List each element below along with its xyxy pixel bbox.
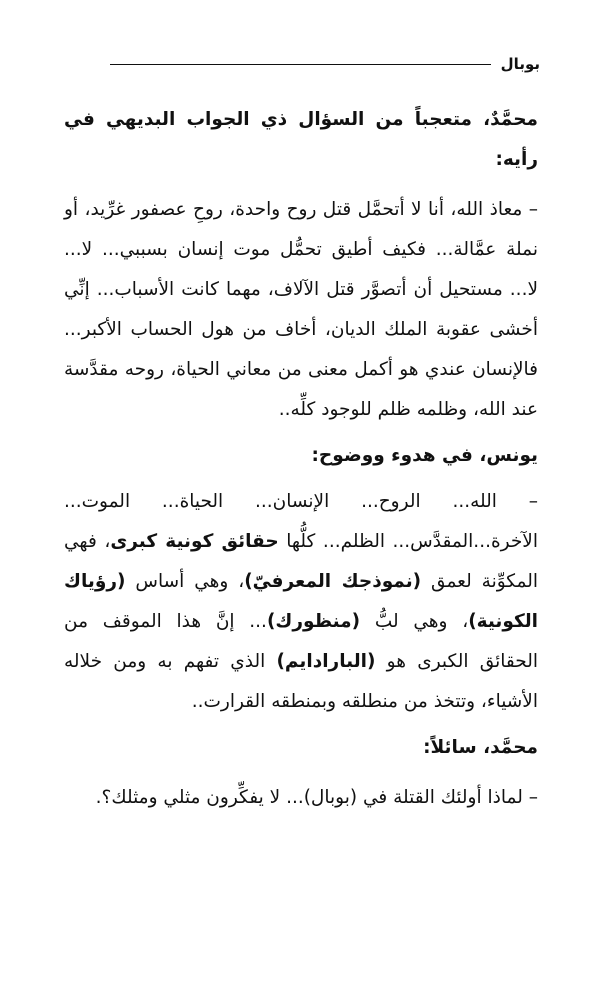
speaker-line-mohammed-asking: محمَّد، سائلاً:: [423, 737, 538, 758]
paragraph-younes-reply: – الله... الروح... الإنسان... الحياة... الموت... الآخرة...المقدَّس... الظلم... كلُّها حقائق كونية كبرى، فهي المكوِّنة لعمق (نموذجك المعرفيّ)، وهي أساس (رؤياك الكونية)، وهي لبُّ (منظورك)... إنَّ هذا الموقف من الحقائق الكبرى هو (البارادايم) الذي تفهم به ومن خلاله الأشياء، وتتخذ من منطلقه وبمنطقه القرارت..: [64, 491, 539, 712]
paragraph-mohammed-question: – لماذا أولئك القتلة في (بوبال)... لا يفكِّرون مثلي ومثلك؟.: [95, 787, 538, 808]
speaker-line-younes: يونس، في هدوء ووضوح:: [311, 445, 538, 466]
running-header: [110, 52, 540, 76]
speaker-line-mohammed: محمَّدٌ، متعجباً من السؤال ذي الجواب البديهي في رأيه:: [64, 109, 538, 170]
paragraph-mohammed-reply: – معاذ الله، أنا لا أتحمَّل قتل روح واحدة، روحِ عصفور غرِّيد، أو نملة عمَّالة... فكيف أطيق تحمُّل موت إنسان بسببي... لا... لا... مستحيل أن أتصوَّر قتل الآلاف، مهما كانت الأسباب... إنِّي أخشى عقوبة الملك الديان، أخاف من هول الحساب الأكبر... فالإنسان عندي هو أكمل معنى من معاني الحياة، روحه مقدَّسة عند الله، وظلمه ظلم للوجود كلِّه..: [64, 199, 538, 420]
body-text: [64, 100, 538, 818]
header-rule: [110, 64, 491, 65]
chapter-title: بوبال: [500, 55, 540, 73]
